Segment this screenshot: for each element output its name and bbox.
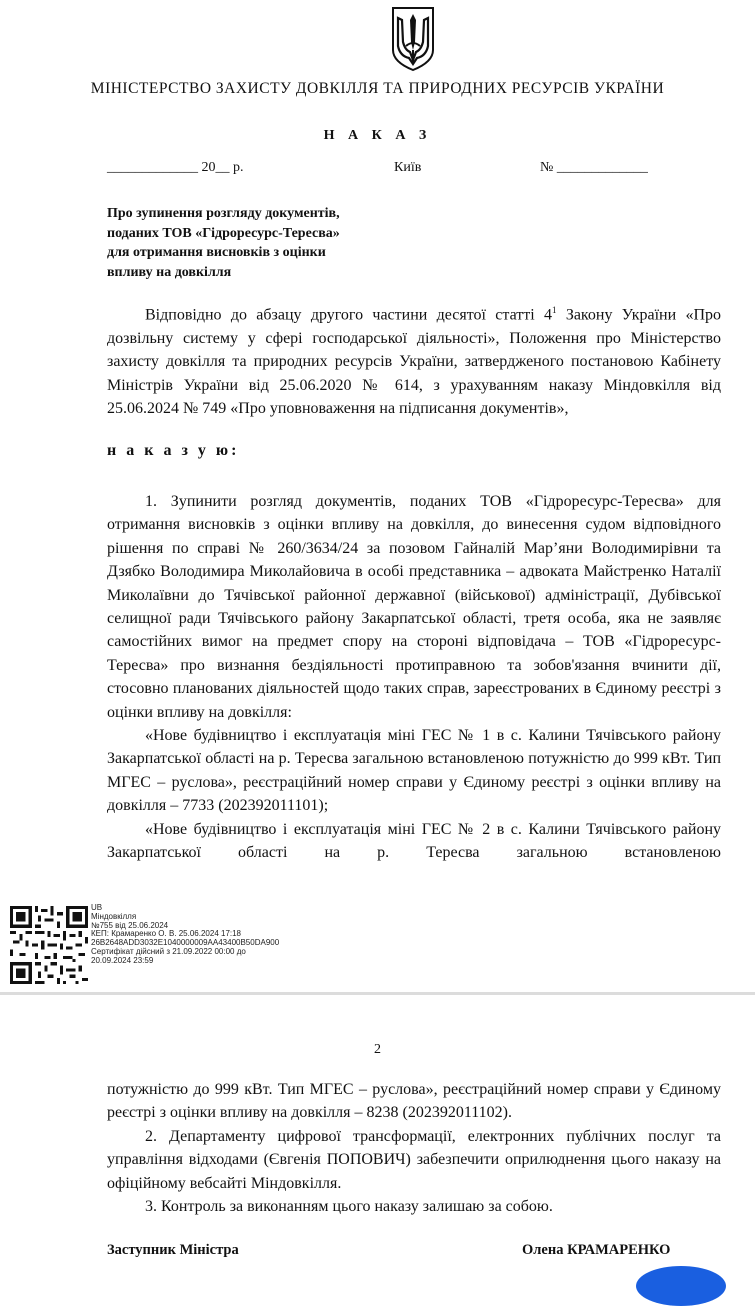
quote-2-start: «Нове будівництво і експлуатація міні ГЕС № 2 в с. Калини Тячівського району Закарпатської області на р. Тересва загальною встановленою: [107, 820, 721, 862]
stamp-line: Сертифікат дійсний з 21.09.2022 00:00 до: [91, 946, 246, 956]
item-1: 1. Зупинити розгляд документів, поданих ТОВ «Гідроресурс-Тересва» для отримання висновків з оцінки впливу на довкілля, до винесення судом відповідного рішення по справі № 260/3634/24 за позовом Гайналій Мар’яни Володимирівни та Дзябко Володимира Миколайовича в особі представника – адвоката Майстренко Наталії Миколаївни до Тячівської районної державної (військової) адміністрації, Дубівської селищної ради Тячівського району Закарпатської області, третя особа, яка не заявляє самостійних вимог на предмет спору на стороні відповідача – ТОВ «Гідроресурс-Тересва» про визнання бездіяльності протиправною та зобов'язання вчинити дії, стосовно планованих діяльностей щодо таких справ, зареєстрованих в Єдиному реєстрі з оцінки впливу на довкілля:: [107, 493, 721, 721]
subject-line: впливу на довкілля: [107, 264, 232, 280]
item-2: 2. Департаменту цифрової трансформації, електронних публічних послуг та управління відходами (Євгенія ПОПОВИЧ) забезпечити оприлюднення цього наказу на офіційному вебсайті Міндовкілля.: [107, 1127, 721, 1192]
preamble-text-cont: Закону України «Про дозвільну систему у сфері господарської діяльності», Положення про Міністерство захисту довкілля та природних ресурсів України, затвердженого постановою Кабінету Міністрів України від 25.06.2020 № 614, з урахуванням наказу Міндовкілля від 25.06.2024 № 749 «Про уповноваження на підписання документів»,: [107, 306, 721, 417]
subject-line: поданих ТОВ «Гідроресурс-Тересва»: [107, 225, 340, 241]
floating-action-button[interactable]: [636, 1266, 726, 1306]
preamble-paragraph: [107, 299, 721, 420]
quote-1: «Нове будівництво і експлуатація міні ГЕС № 1 в с. Калини Тячівського району Закарпатської області на р. Тересва загальною встановленою потужністю до 999 кВт. Тип МГЕС – руслова», реєстраційний номер справи у Єдиному реєстрі з оцінки впливу на довкілля – 7733 (202392011101);: [107, 727, 721, 815]
page-divider: [0, 992, 755, 995]
order-items-page2: [107, 1078, 721, 1218]
stamp-line: 20.09.2024 23:59: [91, 955, 154, 965]
number-field: № _____________: [540, 160, 648, 175]
stamp-line: №755 від 25.06.2024: [91, 920, 169, 930]
order-title: Н А К А З: [323, 128, 432, 143]
digital-signature-stamp: [91, 904, 279, 966]
quote-2-end: потужністю до 999 кВт. Тип МГЕС – руслова», реєстраційний номер справи у Єдиному реєстрі з оцінки впливу на довкілля – 8238 (202392011102).: [107, 1081, 721, 1122]
signer-name: Олена КРАМАРЕНКО: [522, 1242, 671, 1258]
signer-position: Заступник Міністра: [107, 1242, 239, 1258]
order-subject: [107, 204, 377, 282]
superscript: 1: [552, 305, 557, 315]
subject-line: для отримання висновків з оцінки: [107, 245, 326, 260]
subject-line: Про зупинення розгляду документів,: [107, 206, 340, 221]
qr-code: [10, 906, 88, 984]
stamp-line: Міндовкілля: [91, 911, 137, 921]
stamp-line: UB: [91, 903, 103, 912]
preamble-text: Відповідно до абзацу другого частини десятої статті 4: [145, 306, 552, 324]
date-field: _____________ 20__ р.: [107, 160, 244, 175]
item-3: 3. Контроль за виконанням цього наказу залишаю за собою.: [145, 1198, 553, 1216]
ministry-name: МІНІСТЕРСТВО ЗАХИСТУ ДОВКІЛЛЯ ТА ПРИРОДНИХ РЕСУРСІВ УКРАЇНИ: [90, 80, 665, 97]
stamp-line: КЕП: Крамаренко О. В. 25.06.2024 17:18: [91, 929, 242, 939]
trident-emblem-icon: [388, 6, 438, 72]
nakazuyu-heading: н а к а з у ю:: [107, 442, 240, 459]
page-number: 2: [374, 1042, 381, 1057]
city: Київ: [394, 160, 422, 175]
stamp-line: 26B2648ADD3032E1040000009AA43400B50DA900: [91, 938, 280, 948]
order-items-page1: [107, 490, 721, 865]
